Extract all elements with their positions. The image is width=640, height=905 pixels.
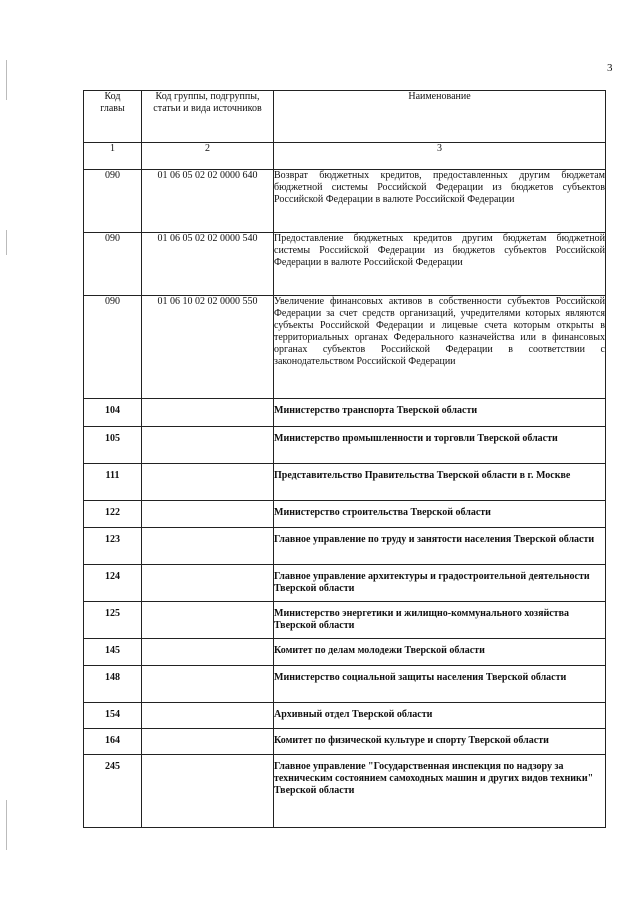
name-cell: Министерство транспорта Тверской области: [274, 399, 606, 427]
header-source-code: Код группы, подгруппы, статьи и вида источников: [142, 91, 274, 143]
source-code-cell: [142, 528, 274, 565]
source-code-cell: [142, 602, 274, 639]
table-row: [84, 399, 606, 427]
page-number: 3: [607, 62, 613, 74]
source-code-cell: [142, 755, 274, 828]
table-row: [84, 729, 606, 755]
source-code-cell: [142, 399, 274, 427]
source-code-cell: 01 06 10 02 02 0000 550: [142, 296, 274, 399]
source-code-cell: [142, 666, 274, 703]
chapter-code-cell: 104: [84, 399, 142, 427]
chapter-code-cell: 124: [84, 565, 142, 602]
name-cell: Увеличение финансовых активов в собственности субъектов Российской Федерации за счет средств организаций, учредителями которых являются субъекты Российской Федерации и лицевые счета которым открыты в территориальных органах Федерального казначейства или в финансовых органах субъектов Российской Федерации в соответствии с законодательством Российской Федерации: [274, 296, 606, 399]
chapter-code-cell: 123: [84, 528, 142, 565]
table-row: [84, 528, 606, 565]
name-cell: Министерство строительства Тверской области: [274, 501, 606, 528]
source-code-cell: [142, 501, 274, 528]
chapter-code-cell: 090: [84, 296, 142, 399]
chapter-code-cell: 245: [84, 755, 142, 828]
scan-edge-mark: [6, 60, 7, 100]
table-body: [84, 170, 606, 828]
table-row: [84, 639, 606, 666]
table-row: [84, 170, 606, 233]
name-cell: Главное управление архитектуры и градостроительной деятельности Тверской области: [274, 565, 606, 602]
header-name: Наименование: [274, 91, 606, 143]
source-code-cell: 01 06 05 02 02 0000 640: [142, 170, 274, 233]
table-row: [84, 666, 606, 703]
column-number: 1: [84, 143, 142, 170]
name-cell: Комитет по физической культуре и спорту Тверской области: [274, 729, 606, 755]
table-row: [84, 703, 606, 729]
chapter-code-cell: 164: [84, 729, 142, 755]
source-code-cell: 01 06 05 02 02 0000 540: [142, 233, 274, 296]
chapter-code-cell: 148: [84, 666, 142, 703]
table-row: [84, 427, 606, 464]
chapter-code-cell: 154: [84, 703, 142, 729]
name-cell: Архивный отдел Тверской области: [274, 703, 606, 729]
chapter-code-cell: 090: [84, 233, 142, 296]
scan-edge-mark: [6, 800, 7, 850]
table-row: [84, 464, 606, 501]
sources-table: [83, 90, 606, 828]
table-row: [84, 565, 606, 602]
source-code-cell: [142, 464, 274, 501]
name-cell: Главное управление "Государственная инспекция по надзору за техническим состоянием самоходных машин и других видов техники" Тверской области: [274, 755, 606, 828]
name-cell: Министерство промышленности и торговли Тверской области: [274, 427, 606, 464]
chapter-code-cell: 105: [84, 427, 142, 464]
source-code-cell: [142, 703, 274, 729]
name-cell: Главное управление по труду и занятости населения Тверской области: [274, 528, 606, 565]
chapter-code-cell: 122: [84, 501, 142, 528]
column-number: 3: [274, 143, 606, 170]
source-code-cell: [142, 639, 274, 666]
header-chapter-code: Код главы: [84, 91, 142, 143]
table-row: [84, 296, 606, 399]
chapter-code-cell: 145: [84, 639, 142, 666]
table-row: [84, 501, 606, 528]
column-number: 2: [142, 143, 274, 170]
name-cell: Возврат бюджетных кредитов, предоставленных другим бюджетам бюджетной системы Российской Федерации из бюджетов субъектов Российской Федерации в валюте Российской Федерации: [274, 170, 606, 233]
table-row: [84, 602, 606, 639]
name-cell: Предоставление бюджетных кредитов другим бюджетам бюджетной системы Российской Федерации из бюджетов субъектов Российской Федерации в валюте Российской Федерации: [274, 233, 606, 296]
chapter-code-cell: 090: [84, 170, 142, 233]
source-code-cell: [142, 729, 274, 755]
name-cell: Министерство социальной защиты населения Тверской области: [274, 666, 606, 703]
chapter-code-cell: 125: [84, 602, 142, 639]
table-header-row: [84, 91, 606, 143]
name-cell: Представительство Правительства Тверской области в г. Москве: [274, 464, 606, 501]
table-row: [84, 233, 606, 296]
scan-edge-mark: [6, 230, 7, 255]
column-number-row: [84, 143, 606, 170]
table-row: [84, 755, 606, 828]
source-code-cell: [142, 565, 274, 602]
name-cell: Комитет по делам молодежи Тверской области: [274, 639, 606, 666]
chapter-code-cell: 111: [84, 464, 142, 501]
source-code-cell: [142, 427, 274, 464]
name-cell: Министерство энергетики и жилищно-коммунального хозяйства Тверской области: [274, 602, 606, 639]
